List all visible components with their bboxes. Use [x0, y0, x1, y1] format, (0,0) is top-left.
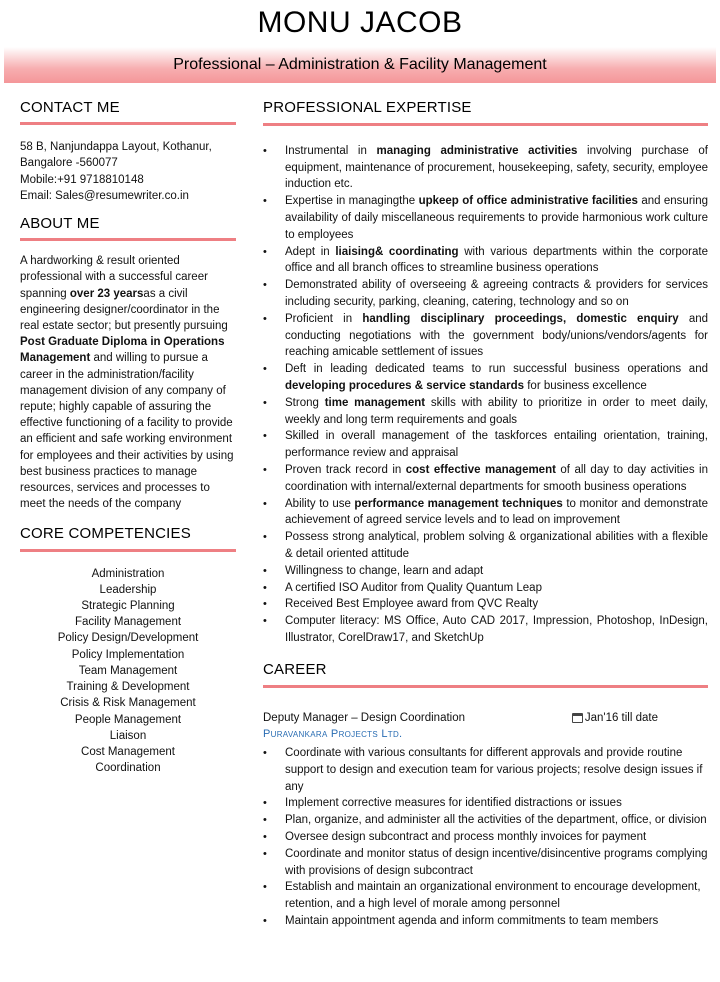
expertise-item [263, 613, 708, 647]
expertise-text: Received Best Employee award from QVC Realty [285, 598, 539, 611]
expertise-highlight: upkeep of office administrative facilities [418, 195, 638, 208]
competency-item: Strategic Planning [81, 600, 175, 613]
competency-item: Coordination [95, 762, 161, 775]
email-link[interactable]: Sales@resumewriter.co.in [55, 189, 189, 202]
about-highlight: over 23 years [69, 287, 144, 300]
about-text-part: as a civil engineering designer/coordinator in the real estate sector; but presently pursuing [20, 287, 228, 333]
expertise-text: Ability to use [285, 497, 355, 510]
expertise-text: Instrumental in [285, 144, 377, 157]
expertise-text: with various departments within the corporate office and all branch offices to streamline business operations [285, 245, 708, 275]
expertise-text: Strong [285, 396, 325, 409]
career-duty-item: • Establish and maintain an organizational environment to encourage development, retention, and a high level of morale among personnel [263, 879, 708, 913]
section-divider [20, 122, 236, 125]
expertise-text: to monitor and demonstrate achievement of agreed service levels and to lead on improvement [285, 497, 708, 527]
expertise-text: Adept in [285, 245, 336, 258]
expertise-highlight: developing procedures & service standards [285, 379, 525, 392]
competency-item: Cost Management [81, 745, 175, 758]
competencies-title: CORE COMPETENCIES [20, 525, 191, 543]
expertise-item [263, 496, 708, 530]
expertise-text: Computer literacy: MS Office, Auto CAD 2017, Impression, Photoshop, InDesign, Illustrator, CorelDraw17, and SketchUp [285, 615, 708, 644]
career-duty-item: • Plan, organize, and administer all the activities of the department, office, or division [263, 812, 708, 829]
competency-item: Team Management [78, 664, 178, 677]
career-duties-list [263, 745, 708, 930]
expertise-item [263, 361, 708, 395]
headline-banner: Professional – Administration & Facility Management [4, 47, 716, 83]
expertise-text: involving purchase of equipment, maintenance of procurement, housekeeping, safety, security, employee induction etc. [285, 144, 708, 191]
expertise-text: Skilled in overall management of the taskforces entailing orientation, training, performance review and appraisal [285, 430, 708, 460]
competency-item: Facility Management [74, 616, 182, 629]
expertise-title: PROFESSIONAL EXPERTISE [263, 99, 472, 116]
calendar-icon [572, 713, 583, 723]
expertise-item [263, 311, 708, 361]
expertise-text: Willingness to change, learn and adapt [285, 564, 484, 577]
contact-title: CONTACT ME [20, 99, 120, 116]
competency-item: Policy Implementation [71, 648, 185, 661]
contact-block [20, 139, 236, 204]
expertise-text: and conducting negotiations with the government body/unions/vendors/agents for reaching amicable settlement of issues [285, 312, 709, 359]
expertise-text: Deft in leading dedicated teams to run successful business operations and [285, 363, 708, 376]
expertise-item [263, 563, 708, 580]
expertise-text: Proficient in [285, 312, 363, 325]
expertise-item [263, 580, 708, 597]
job-header [263, 710, 708, 727]
expertise-item [263, 529, 708, 563]
expertise-item [263, 596, 708, 613]
career-duty-item: • Maintain appointment agenda and inform commitments to team members [263, 913, 708, 930]
left-column [20, 100, 236, 776]
section-divider [20, 549, 236, 552]
email-line [20, 188, 236, 204]
competency-item: Policy Design/Development [57, 632, 199, 645]
expertise-text: Possess strong analytical, problem solving & organizational abilities with a flexible & detail oriented attitude [285, 531, 708, 560]
competency-item: Training & Development [66, 681, 190, 694]
competency-item: People Management [74, 713, 182, 726]
expertise-text: for business excellence [524, 379, 647, 392]
expertise-highlight: time management [324, 396, 426, 409]
mobile-line [20, 172, 236, 188]
address-line-2: Bangalore -560077 [20, 157, 118, 170]
job-role: Deputy Manager – Design Coordination [263, 711, 466, 724]
email-label: Email: [20, 189, 52, 202]
expertise-text: Proven track record in [285, 463, 406, 476]
section-divider [263, 685, 708, 688]
about-highlight: Post Graduate Diploma in Operations Management [20, 336, 225, 365]
expertise-item [263, 462, 708, 496]
mobile-label: Mobile: [20, 173, 58, 186]
expertise-text: and ensuring availability of daily miscellaneous requirements to provide harmonious work culture to employees [285, 195, 709, 241]
career-duty-item: • Coordinate with various consultants for different approvals and provide routine support to design and execution team for various projects; resolve design issues if any [263, 745, 708, 795]
job-date [572, 710, 708, 727]
about-title: ABOUT ME [20, 215, 100, 233]
expertise-highlight: cost effective management [405, 463, 556, 476]
career-duty-item: • Implement corrective measures for identified distractions or issues [263, 795, 708, 812]
competency-item: Administration [91, 567, 165, 580]
about-text [20, 253, 236, 512]
career-duty-item: • Oversee design subcontract and process monthly invoices for payment [263, 829, 708, 846]
career-duty-item: • Coordinate and monitor status of design incentive/disincentive programs complying with provisions of design subcontract [263, 846, 708, 880]
candidate-name: MONU JACOB [257, 6, 463, 39]
expertise-text: Expertise in managingthe [285, 195, 419, 208]
expertise-item [263, 428, 708, 462]
competencies-list [20, 566, 236, 777]
expertise-highlight: handling disciplinary proceedings, domestic enquiry [362, 312, 679, 325]
right-column [263, 100, 708, 930]
expertise-item [263, 395, 708, 429]
expertise-text: Demonstrated ability of overseeing & agreeing contracts & providers for services including security, parking, cleaning, catering, technology and so on [285, 279, 708, 308]
expertise-highlight: managing administrative activities [376, 144, 578, 157]
expertise-item [263, 244, 708, 278]
expertise-highlight: liaising& coordinating [335, 245, 459, 258]
expertise-highlight: performance management techniques [354, 497, 563, 510]
expertise-list [263, 143, 708, 647]
about-text-part: A hardworking & result oriented professional with a successful career spanning [20, 255, 208, 300]
mobile-value: +91 9718810148 [57, 173, 144, 186]
competency-item: Leadership [99, 583, 157, 596]
about-text-part: and willing to pursue a career in the administration/facility management division of any company of repute; highly capable of assuring the effective functioning of a facility to provide an efficient and safe working environment for employees and their activities by using best business practices to manage resources, services and processes to meet the needs of the company [20, 352, 234, 511]
section-divider [263, 123, 708, 126]
expertise-item [263, 143, 708, 193]
career-title: CAREER [263, 660, 327, 678]
expertise-text: A certified ISO Auditor from Quality Quantum Leap [285, 581, 542, 594]
expertise-text: skills with ability to prioritize in order to meet daily, weekly and long term requirements and goals [285, 396, 709, 426]
expertise-item [263, 277, 708, 311]
company-name: Puravankara Projects Ltd. [263, 728, 403, 741]
competency-item: Liaison [109, 729, 147, 742]
section-divider [20, 238, 236, 241]
competency-item: Crisis & Risk Management [60, 697, 196, 710]
expertise-item [263, 193, 708, 243]
expertise-text: of all day to day activities in coordination with internal/external departments for smooth business operations [285, 463, 708, 493]
address-line-1: 58 B, Nanjundappa Layout, Kothanur, [20, 141, 212, 154]
job-date-text: Jan'16 till date [584, 711, 658, 724]
